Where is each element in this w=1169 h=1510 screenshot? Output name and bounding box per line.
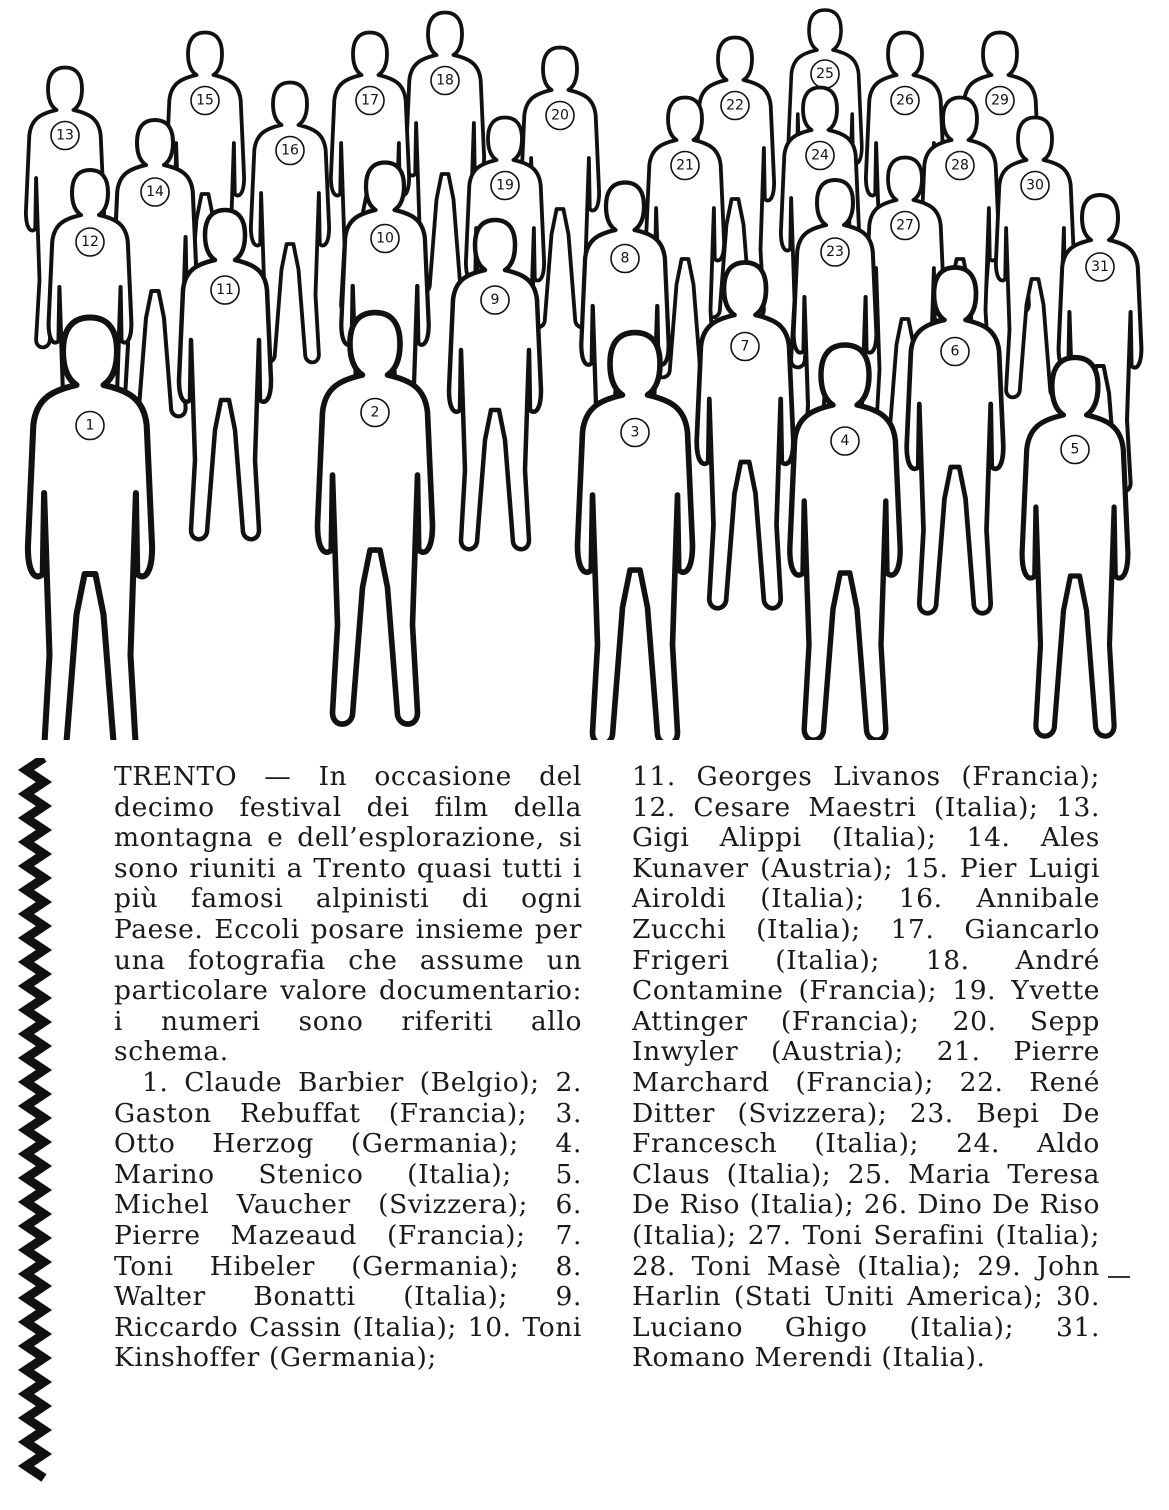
number-label: 17: [361, 92, 379, 109]
number-label: 16: [281, 142, 299, 159]
number-label: 30: [1026, 177, 1044, 194]
number-label: 4: [840, 433, 850, 449]
caption-column-left: [114, 762, 582, 1374]
number-label: 18: [436, 72, 454, 89]
caption-column-right: [632, 762, 1100, 1374]
number-label: 3: [630, 424, 640, 441]
zigzag-border-ornament: [14, 758, 54, 1498]
number-label: 27: [896, 217, 914, 234]
number-label: 24: [811, 147, 829, 164]
number-label: 2: [370, 404, 380, 421]
number-label: 7: [740, 338, 750, 355]
number-label: 28: [951, 157, 969, 174]
number-label: 9: [490, 292, 500, 308]
number-label: 14: [146, 184, 164, 200]
number-label: 23: [826, 244, 844, 260]
silhouette-group: [0, 0, 1169, 740]
caption-intro: TRENTO — In occasione del decimo festival dei film della montagna e dell’esplorazione, si sono riuniti a Trento quasi tutti i più famosi alpinisti di ogni Paese. Eccoli posare insieme per una fotografia che assume un particolare valore documentario: i numeri sono riferiti allo schema.: [114, 761, 582, 1068]
number-label: 31: [1091, 259, 1109, 275]
number-label: 21: [676, 157, 694, 174]
number-label: 25: [816, 66, 834, 82]
caption-list-1-10: 1. Claude Barbier (Belgio); 2. Gaston Rebuffat (Francia); 3. Otto Herzog (Germania); 4. Marino Stenico (Italia); 5. Michel Vaucher (Svizzera); 6. Pierre Mazeaud (Francia); 7. Toni Hibeler (Germania); 8. Walter Bonatti (Italia); 9. Riccardo Cassin (Italia); 10. Toni Kinshoffer (Germania);: [114, 1066, 582, 1374]
number-label: 15: [196, 92, 214, 109]
number-label: 26: [896, 92, 914, 109]
number-label: 29: [991, 92, 1009, 109]
number-label: 6: [950, 343, 960, 360]
number-label: 22: [726, 97, 744, 114]
number-label: 19: [496, 177, 514, 194]
number-label: 20: [551, 107, 569, 124]
number-label: 5: [1070, 441, 1080, 458]
number-label: 10: [376, 230, 394, 247]
silhouette-key-diagram: [0, 0, 1169, 740]
number-label: 1: [85, 417, 95, 434]
caption-list-11-31: 11. Georges Livanos (Francia); 12. Cesare Maestri (Italia); 13. Gigi Alippi (Italia); 14. Ales Kunaver (Austria); 15. Pier Luigi Airoldi (Italia); 16. Annibale Zucchi (Italia); 17. Giancarlo Frigeri (Italia); 18. André Contamine (Francia); 19. Yvette Attinger (Francia); 20. Sepp Inwyler (Austria); 21. Pierre Marchard (Francia); 22. René Ditter (Svizzera); 23. Bepi De Francesch (Italia); 24. Aldo Claus (Italia); 25. Maria Teresa De Riso (Italia); 26. Dino De Riso (Italia); 27. Toni Serafini (Italia); 28. Toni Masè (Italia); 29. John Harlin (Stati Uniti America); 30. Luciano Ghigo (Italia); 31. Romano Merendi (Italia).: [632, 761, 1100, 1374]
number-label: 13: [56, 127, 74, 144]
number-label: 8: [620, 250, 630, 267]
number-label: 11: [216, 282, 234, 298]
number-label: 12: [81, 234, 99, 250]
scan-mark: [1108, 1276, 1130, 1278]
